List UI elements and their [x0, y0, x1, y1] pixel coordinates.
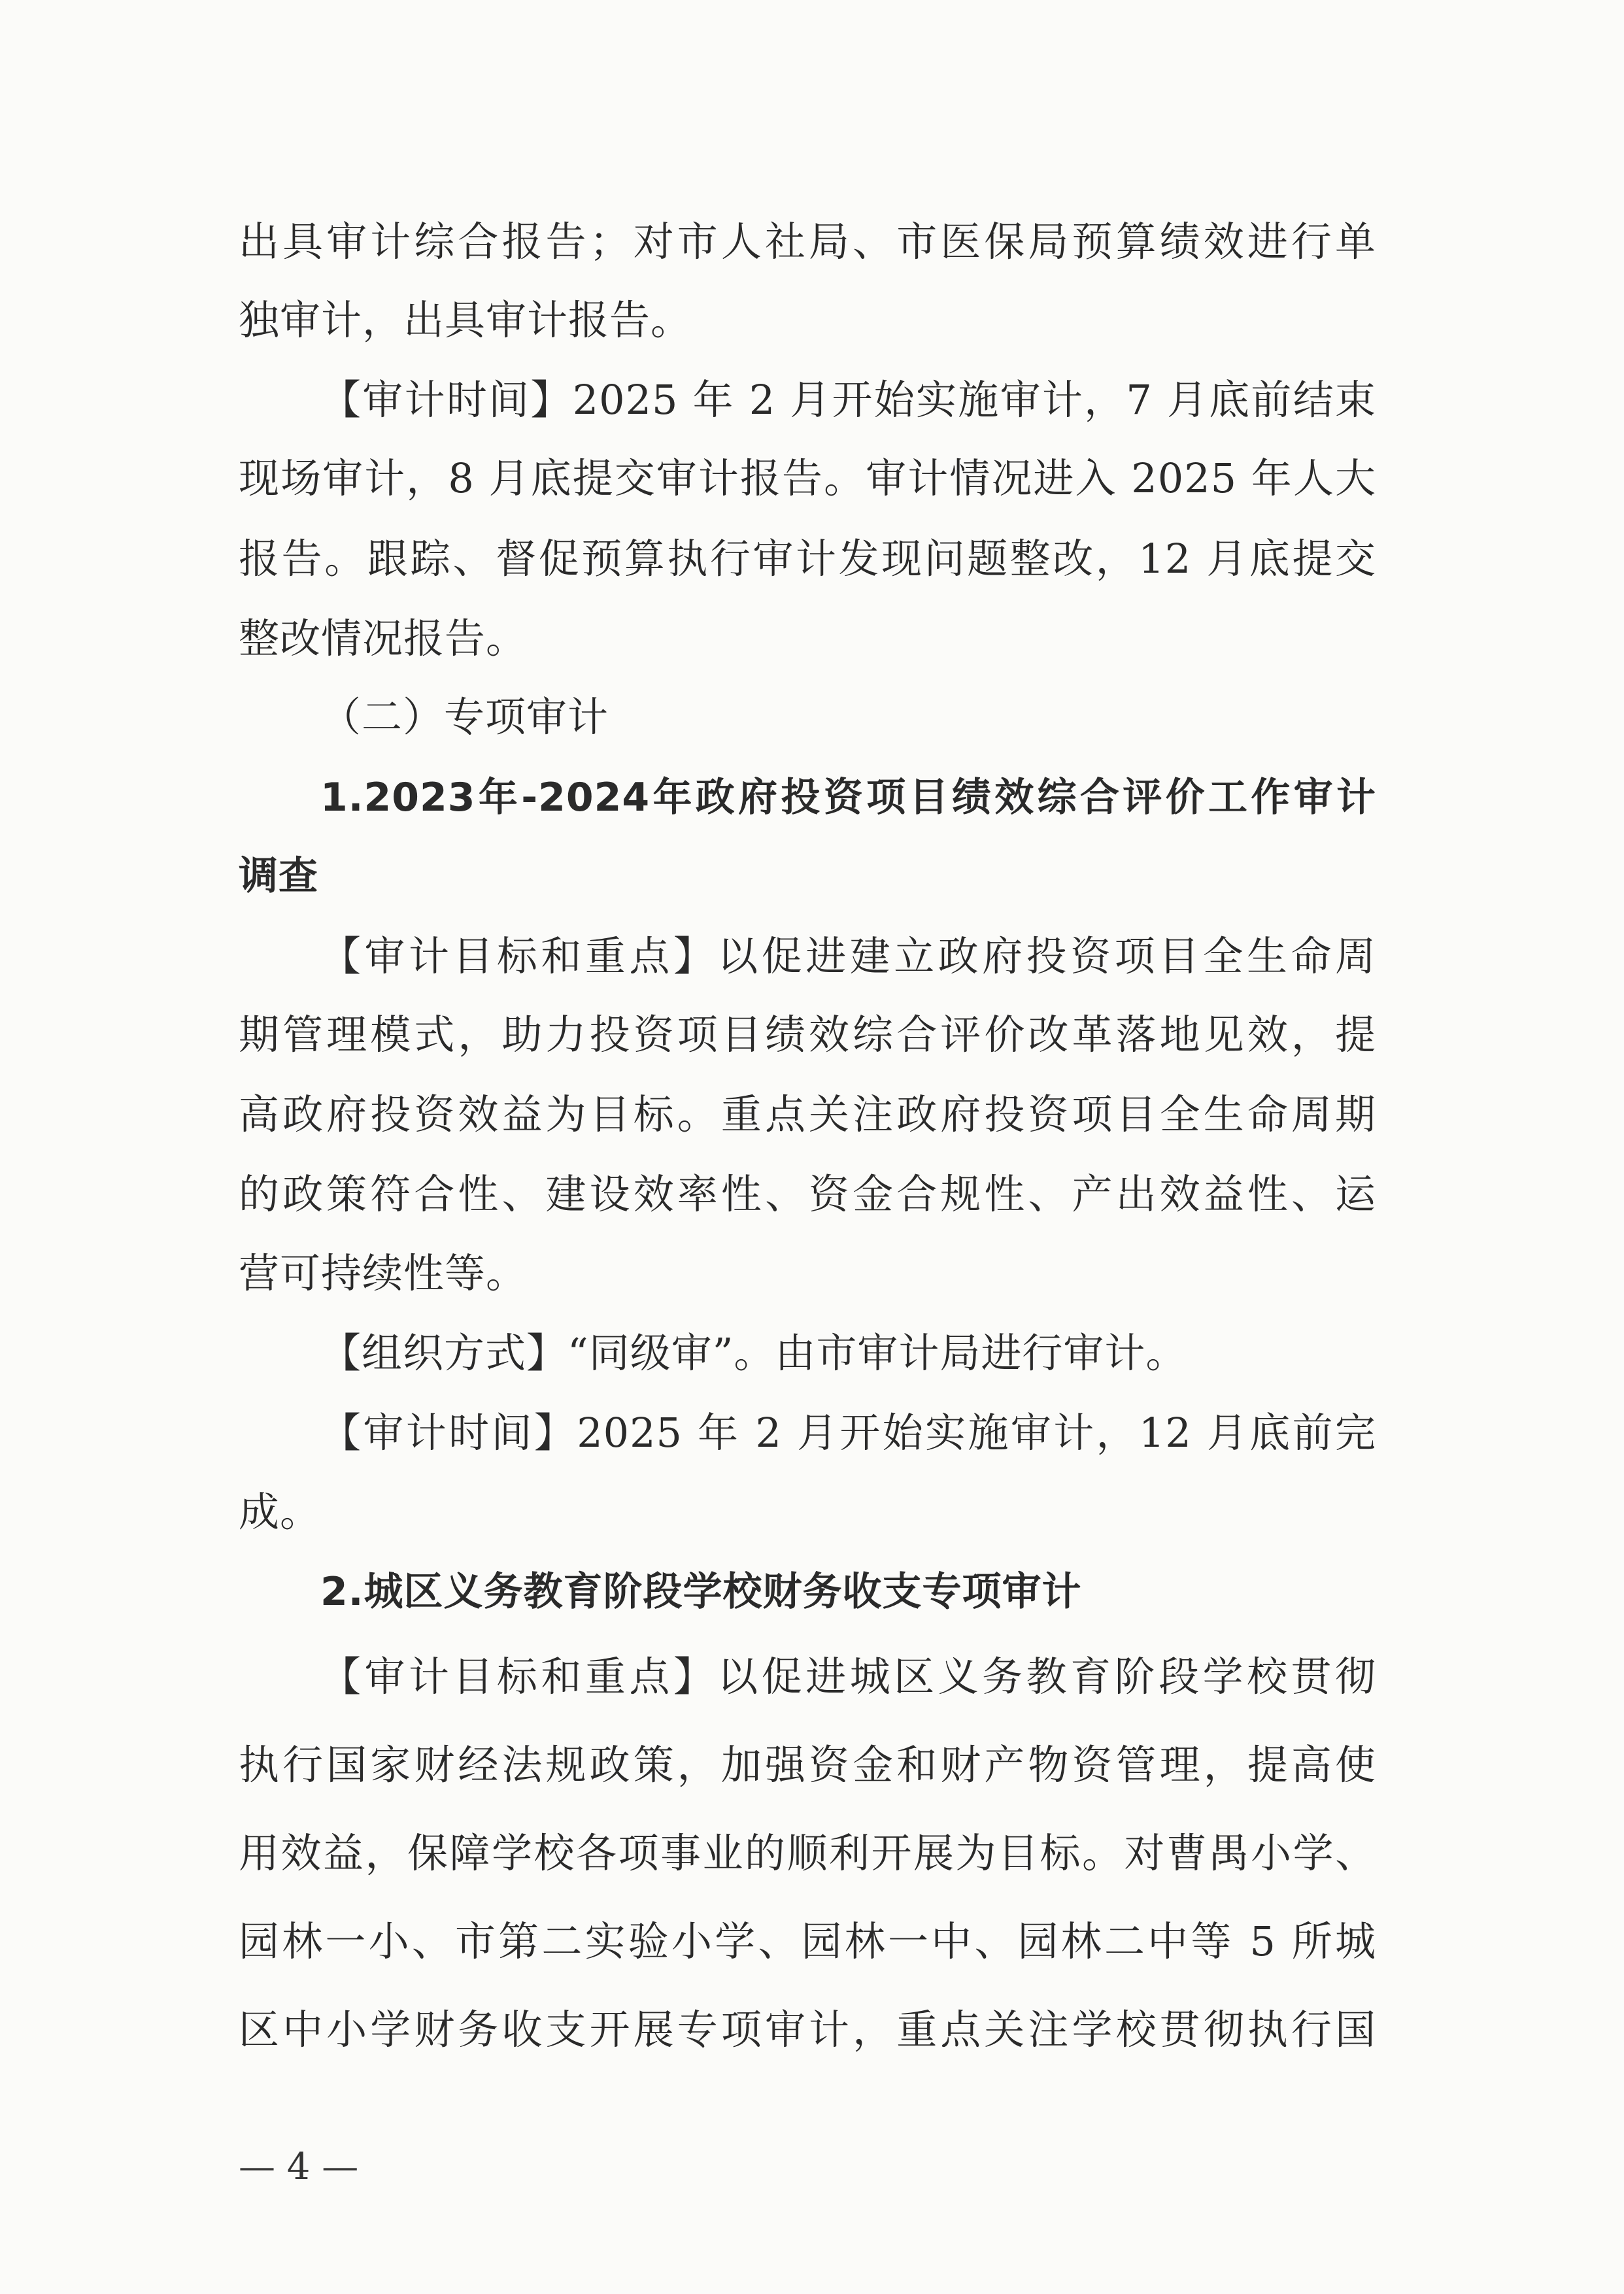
- body-line: 独审计，出具审计报告。: [239, 296, 692, 344]
- body-line: 【审计时间】2025 年 2 月开始实施审计，7 月底前结束: [320, 376, 1376, 424]
- body-line: 【审计目标和重点】以促进建立政府投资项目全生命周: [320, 932, 1376, 980]
- body-line: 出具审计综合报告；对市人社局、市医保局预算绩效进行单: [239, 218, 1376, 265]
- subsection-heading: 1.2023年-2024年政府投资项目绩效综合评价工作审计: [320, 775, 1376, 820]
- body-line: 期管理模式，助力投资项目绩效综合评价改革落地见效，提: [239, 1011, 1376, 1058]
- subsection-heading: 调查: [239, 853, 318, 899]
- section-heading: （二）专项审计: [320, 693, 609, 741]
- body-line: 园林一小、市第二实验小学、园林一中、园林二中等 5 所城: [239, 1917, 1376, 1965]
- body-line: 成。: [239, 1488, 322, 1536]
- body-line: 报告。跟踪、督促预算执行审计发现问题整改，12 月底提交: [239, 535, 1376, 582]
- body-line: 营可持续性等。: [239, 1249, 528, 1297]
- body-line: 整改情况报告。: [239, 615, 528, 662]
- body-line: 区中小学财务收支开展专项审计，重点关注学校贯彻执行国: [239, 2006, 1376, 2053]
- body-line: 【审计时间】2025 年 2 月开始实施审计，12 月底前完: [320, 1409, 1376, 1457]
- body-line: 执行国家财经法规政策，加强资金和财产物资管理，提高使: [239, 1741, 1376, 1789]
- body-line: 现场审计，8 月底提交审计报告。审计情况进入 2025 年人大: [239, 454, 1376, 502]
- body-line: 【组织方式】“同级审”。由市审计局进行审计。: [320, 1329, 1187, 1377]
- body-line: 用效益，保障学校各项事业的顺利开展为目标。对曹禺小学、: [239, 1829, 1376, 1877]
- page-number: — 4 —: [239, 2146, 359, 2188]
- body-line: 【审计目标和重点】以促进城区义务教育阶段学校贯彻: [320, 1653, 1376, 1700]
- body-line: 高政府投资效益为目标。重点关注政府投资项目全生命周期: [239, 1090, 1376, 1138]
- body-line: 的政策符合性、建设效率性、资金合规性、产出效益性、运: [239, 1170, 1376, 1218]
- subsection-heading: 2.城区义务教育阶段学校财务收支专项审计: [320, 1569, 1082, 1615]
